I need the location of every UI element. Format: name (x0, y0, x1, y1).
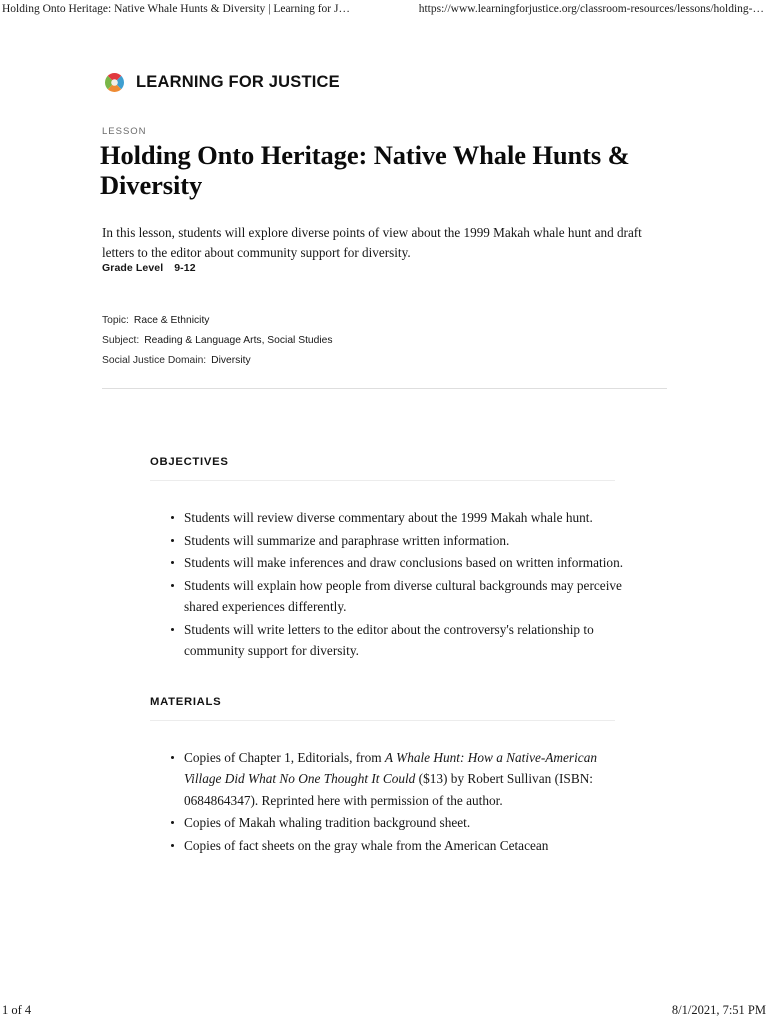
cited-work-title: A Whale Hunt: How a Native-American Village Did What No One Thought It Could (184, 749, 598, 787)
print-preview-footer (0, 1000, 768, 1024)
taxonomy-value-social-justice-domain[interactable]: Diversity (211, 355, 251, 367)
taxonomy-value-subject[interactable]: Reading & Language Arts, Social Studies (144, 335, 333, 347)
lesson-sections (150, 456, 670, 857)
list-item-text: ($13) by Robert Sullivan (ISBN: 0684864347). Reprinted here with permission of the author. (184, 771, 593, 808)
list-item: Copies of fact sheets on the gray whale from the American Cetacean (171, 835, 633, 857)
content-type-eyebrow: LESSON (102, 126, 147, 137)
section-divider (150, 720, 615, 721)
list-item (171, 747, 633, 812)
list-item-text: Copies of Chapter 1, Editorials, from (184, 749, 385, 765)
site-wordmark: LEARNING FOR JUSTICE (136, 73, 340, 92)
learning-for-justice-diamond-icon (102, 70, 127, 95)
section-divider (150, 480, 615, 481)
lesson-section (150, 456, 670, 662)
taxonomy-row-social-justice-domain (102, 351, 333, 371)
page-number: 1 of 4 (2, 1002, 32, 1017)
taxonomy-label-topic: Topic: (102, 315, 129, 326)
taxonomy-label-subject: Subject: (102, 335, 140, 347)
list-item: Students will review diverse commentary about the 1999 Makah whale hunt. (171, 507, 633, 529)
section-heading: MATERIALS (150, 695, 222, 708)
list-item: Students will summarize and paraphrase written information. (171, 530, 633, 552)
printed-page-canvas (0, 22, 768, 1000)
page-title: Holding Onto Heritage: Native Whale Hunts & Diversity (100, 140, 630, 201)
print-timestamp: 8/1/2021, 7:51 PM (671, 1002, 766, 1017)
site-logo[interactable] (102, 70, 340, 95)
print-header-source-url: https://www.learningforjustice.org/classroom-resources/lessons/holding-… (418, 3, 764, 15)
taxonomy-row-subject (102, 331, 333, 351)
section-heading: OBJECTIVES (150, 456, 229, 468)
lesson-taxonomy (102, 311, 333, 372)
header-divider (102, 388, 667, 389)
lesson-description: In this lesson, students will explore diverse points of view about the 1999 Makah whale hunt and draft letters to the editor about community support for diversity. (102, 225, 642, 261)
print-preview-header (0, 0, 768, 22)
taxonomy-row-topic (102, 311, 333, 331)
grade-level-label: Grade Level (102, 262, 164, 274)
grade-level-row (102, 262, 196, 274)
section-list (150, 747, 633, 857)
print-header-document-title: Holding Onto Heritage: Native Whale Hunts & Diversity | Learning for J… (2, 3, 350, 15)
grade-level-value: 9-12 (174, 262, 196, 274)
taxonomy-label-social-justice-domain: Social Justice Domain: (102, 355, 207, 367)
taxonomy-value-topic[interactable]: Race & Ethnicity (133, 315, 210, 326)
lesson-section (150, 696, 670, 857)
list-item: Copies of Makah whaling tradition background sheet. (171, 812, 633, 834)
list-item: Students will explain how people from diverse cultural backgrounds may perceive shared experiences differently. (171, 575, 633, 618)
section-list (150, 507, 633, 662)
list-item: Students will write letters to the editor about the controversy's relationship to community support for diversity. (171, 619, 633, 662)
list-item: Students will make inferences and draw conclusions based on written information. (171, 552, 633, 574)
